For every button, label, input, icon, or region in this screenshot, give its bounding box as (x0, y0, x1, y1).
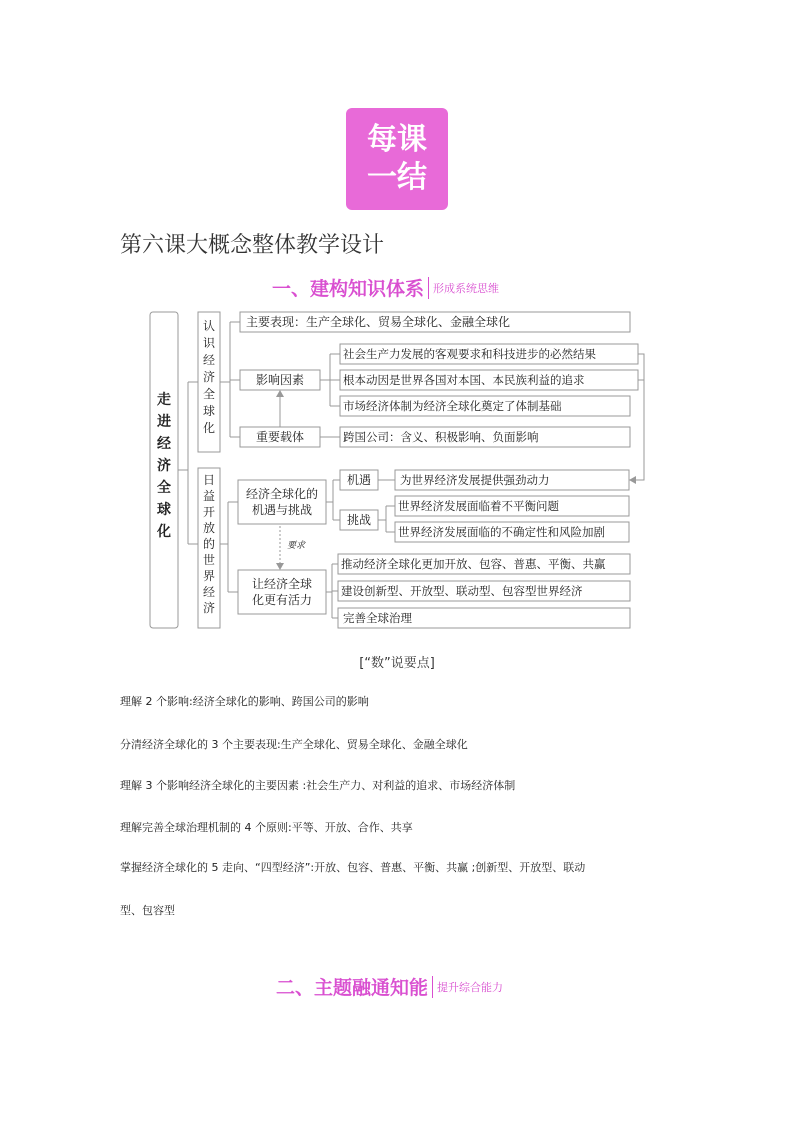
opp-challenge-text-1: 经济全球化的 (245, 487, 319, 501)
vertical-char: 济 (157, 458, 171, 474)
branch1-label (203, 319, 216, 435)
vertical-char: 经 (202, 585, 216, 599)
vertical-char: 球 (202, 404, 216, 418)
section-heading-1 (272, 274, 499, 301)
vertical-char: 经 (157, 436, 171, 452)
section-badge (346, 108, 448, 210)
vertical-char: 化 (202, 421, 216, 435)
section-subtitle: 提升综合能力 (437, 980, 504, 994)
important-carrier-text: 重要载体 (255, 430, 305, 444)
badge-line-2: 一结 (367, 160, 427, 195)
vertical-char: 化 (157, 524, 171, 540)
carrier-detail-text: 跨国公司：含义、积极影响、负面影响 (343, 430, 539, 444)
vertical-char: 球 (157, 502, 171, 518)
heading-divider (428, 277, 429, 299)
point-line-4: 理解完善全球治理机制的 4 个原则:平等、开放、合作、共享 (120, 821, 413, 834)
vitality-detail3-text: 完善全球治理 (343, 611, 412, 625)
factor3-text: 市场经济体制为经济全球化奠定了体制基础 (343, 399, 562, 413)
vertical-char: 走 (157, 392, 171, 408)
point-line-2: 分清经济全球化的 3 个主要表现:生产全球化、贸易全球化、金融全球化 (120, 738, 468, 751)
vertical-char: 的 (202, 537, 216, 551)
opportunity-detail-text: 为世界经济发展提供强劲动力 (400, 473, 550, 487)
factor1-text: 社会生产力发展的客观要求和科技进步的必然结果 (343, 347, 596, 361)
root-label (156, 391, 171, 540)
vertical-char: 界 (202, 569, 216, 583)
vertical-char: 开 (202, 505, 216, 519)
vitality-detail1-text: 推动经济全球化更加开放、包容、普惠、平衡、共赢 (341, 557, 606, 571)
vertical-char: 全 (157, 480, 171, 496)
opportunity-text: 机遇 (346, 473, 372, 487)
challenge-detail1-text: 世界经济发展面临着不平衡问题 (398, 499, 559, 513)
vertical-char: 经 (202, 353, 216, 367)
factor2-text: 根本动因是世界各国对本国、本民族利益的追求 (343, 373, 585, 387)
vertical-char: 济 (202, 601, 216, 615)
vertical-char: 认 (202, 319, 216, 333)
section-title: 二、主题融通知能 (276, 977, 429, 999)
vertical-char: 济 (202, 370, 216, 384)
point-line-6: 型、包容型 (120, 904, 175, 917)
point-line-5: 掌握经济全球化的 5 走向、“四型经济”:开放、包容、普惠、平衡、共赢 ;创新型、开放型、联动 (120, 861, 586, 874)
vertical-char: 放 (202, 521, 216, 535)
section-subtitle: 形成系统思维 (433, 281, 500, 295)
heading-divider (432, 976, 433, 998)
vitality-text-2: 化更有活力 (251, 593, 313, 607)
influence-factors-text: 影响因素 (255, 373, 305, 387)
vertical-char: 全 (202, 387, 216, 401)
vertical-char: 进 (157, 414, 171, 430)
point-line-1: 理解 2 个影响:经济全球化的影响、跨国公司的影响 (120, 695, 369, 708)
badge-line-1: 每课 (367, 122, 427, 157)
requirement-text: 要求 (287, 541, 306, 551)
section-heading-2 (276, 973, 503, 1000)
page-title: 第六课大概念整体教学设计 (120, 233, 385, 258)
challenge-text: 挑战 (346, 513, 372, 527)
point-line-3: 理解 3 个影响经济全球化的主要因素 :社会生产力、对利益的追求、市场经济体制 (120, 779, 516, 792)
vitality-text-1: 让经济全球 (251, 577, 313, 591)
knowledge-diagram (140, 304, 660, 638)
branch2-label (203, 473, 215, 615)
vertical-char: 世 (202, 553, 216, 567)
challenge-detail2-text: 世界经济发展面临的不确定性和风险加剧 (398, 525, 605, 539)
section-title: 一、建构知识体系 (272, 278, 425, 300)
vertical-char: 益 (202, 489, 216, 503)
vertical-char: 识 (202, 336, 216, 350)
vitality-detail2-text: 建设创新型、开放型、联动型、包容型世界经济 (341, 584, 583, 598)
vertical-char: 日 (202, 473, 216, 487)
key-points-caption: [“数”说要点] (359, 656, 435, 671)
main-performance-text: 主要表现：生产全球化、贸易全球化、金融全球化 (246, 315, 511, 329)
opp-challenge-text-2: 机遇与挑战 (251, 503, 313, 517)
